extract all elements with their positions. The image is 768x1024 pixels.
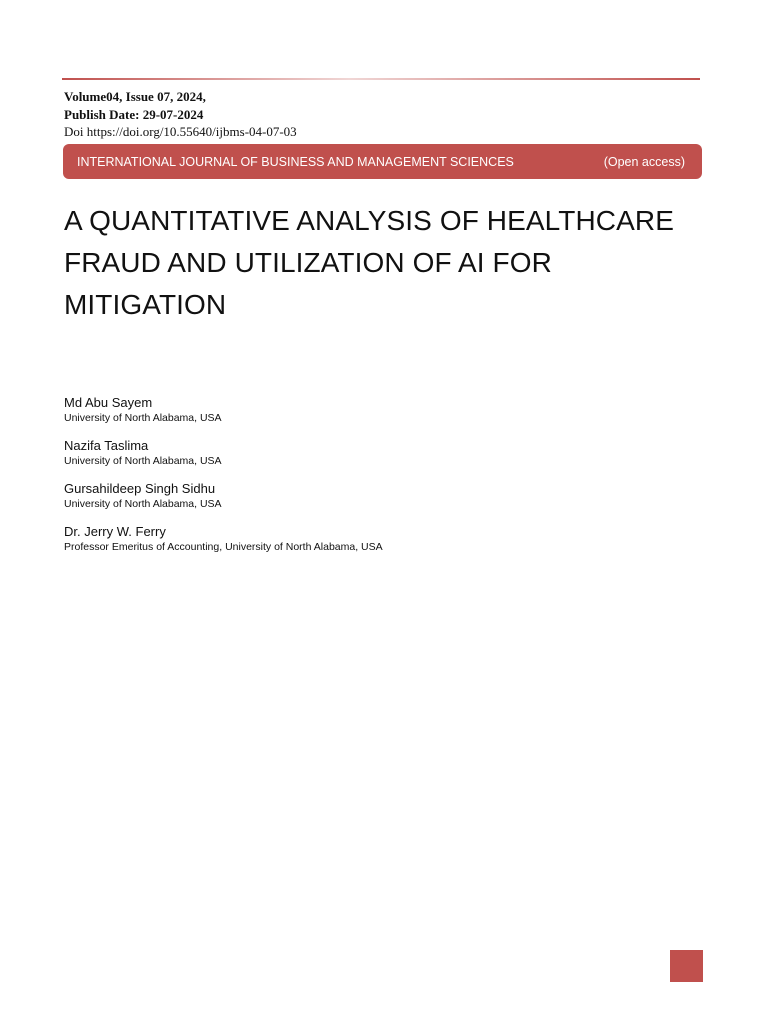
publish-date: Publish Date: 29-07-2024 — [64, 106, 204, 122]
author-affiliation: University of North Alabama, USA — [64, 455, 222, 467]
author-entry — [64, 523, 664, 554]
author-affiliation: Professor Emeritus of Accounting, University of North Alabama, USA — [64, 541, 383, 553]
journal-name: INTERNATIONAL JOURNAL OF BUSINESS AND MANAGEMENT SCIENCES — [77, 154, 514, 169]
doi-line: Doi https://doi.org/10.55640/ijbms-04-07-03 — [64, 124, 297, 139]
author-entry — [64, 480, 664, 511]
author-name: Md Abu Sayem — [64, 395, 153, 410]
author-name: Gursahildeep Singh Sidhu — [64, 481, 216, 496]
article-title: A QUANTITATIVE ANALYSIS OF HEALTHCARE FRAUD AND UTILIZATION OF AI FOR MITIGATION — [64, 205, 674, 320]
author-name: Dr. Jerry W. Ferry — [64, 524, 166, 539]
author-entry — [64, 394, 664, 425]
volume-line: Volume04, Issue 07, 2024, — [64, 89, 206, 104]
journal-banner — [63, 144, 702, 179]
top-rule — [62, 78, 700, 80]
publication-meta — [64, 88, 297, 141]
author-list — [64, 394, 664, 566]
author-affiliation: University of North Alabama, USA — [64, 412, 222, 424]
author-affiliation: University of North Alabama, USA — [64, 498, 222, 510]
author-name: Nazifa Taslima — [64, 438, 149, 453]
page-corner-marker — [670, 950, 703, 982]
open-access-label: (Open access) — [603, 154, 685, 169]
author-entry — [64, 437, 664, 468]
